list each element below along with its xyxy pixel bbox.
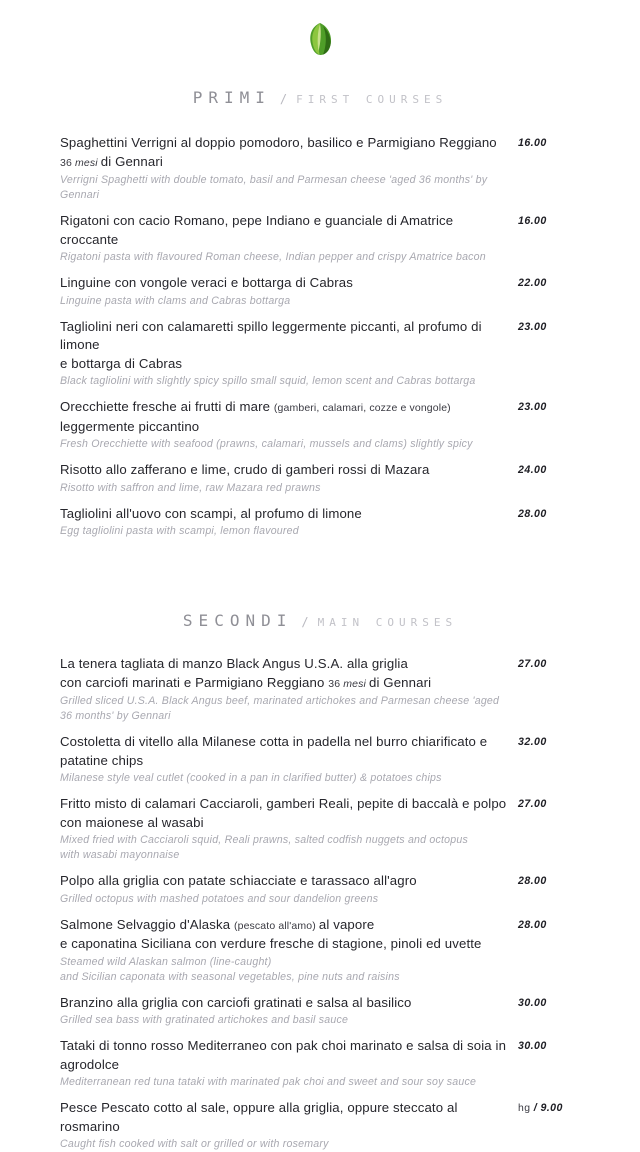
leaf-logo-icon: [307, 22, 333, 56]
menu-item-name-part: 36: [328, 677, 344, 690]
menu-item-description: Mixed fried with Cacciaroli squid, Reali prawns, salted codfish nuggets and octopus with wasabi mayonnaise: [60, 834, 469, 861]
menu-item-price: 30.00: [518, 1040, 547, 1052]
menu-item-name: [60, 505, 508, 524]
section-title-english: FIRST COURSES: [296, 93, 448, 106]
menu-item: [60, 994, 580, 1029]
menu-item-name-part: Linguine con vongole veraci e bottarga di Cabras: [60, 275, 353, 290]
menu-item-body: [60, 1099, 518, 1152]
menu-item-price: 28.00: [518, 875, 547, 887]
menu-item-name-part: e caponatina Siciliana con verdure fresche di stagione, pinoli ed uvette: [60, 936, 482, 951]
menu-item-name-part: Costoletta di vitello alla Milanese cotta in padella nel burro chiarificato e patatine chips: [60, 734, 488, 768]
menu-item: [60, 1037, 580, 1090]
menu-item: [60, 505, 580, 540]
menu-item-name-part: Tagliolini all'uovo con scampi, al profumo di limone: [60, 505, 362, 521]
menu-item-name-part: mesi: [75, 156, 101, 169]
menu-item: [60, 795, 580, 863]
menu-item-name-part: Polpo alla griglia con patate schiacciate e tarassaco all'agro: [60, 873, 417, 888]
menu-item: [60, 655, 580, 724]
price-separator: /: [533, 1102, 541, 1114]
menu-item-body: [60, 134, 518, 203]
menu-item-name-part: La tenera tagliata di manzo Black Angus U.S.A. alla griglia: [60, 656, 408, 671]
menu-item-price: 16.00: [518, 215, 547, 227]
menu-item-name: [60, 274, 508, 293]
menu-item-name-part: mesi: [343, 677, 369, 690]
menu-item-body: [60, 1037, 518, 1090]
menu-item-body: [60, 505, 518, 540]
menu-item: [60, 1099, 580, 1152]
menu-item-name-part: con carciofi marinati e Parmigiano Reggiano: [60, 674, 329, 690]
menu-item-description: Mediterranean red tuna tataki with marinated pak choi and sweet and sour soy sauce: [60, 1076, 477, 1088]
menu-item-name: [60, 733, 508, 770]
menu-item-body: [60, 274, 518, 309]
menu-item: [60, 212, 580, 265]
menu-item: [60, 274, 580, 309]
menu-item-name-part: Orecchiette fresche ai frutti di mare: [60, 399, 274, 414]
menu-item-description: Fresh Orecchiette with seafood (prawns, calamari, mussels and clams) slightly spicy: [60, 438, 473, 450]
menu-item-price: 23.00: [518, 320, 547, 333]
menu-item-price: 32.00: [518, 736, 547, 748]
menu-item-description: Grilled octopus with mashed potatoes and sour dandelion greens: [60, 892, 379, 905]
menu-item-name-part: di Gennari: [368, 674, 432, 690]
menu-item-price: 23.00: [518, 401, 547, 413]
menu-item: [60, 134, 580, 203]
menu-item-name: [60, 655, 508, 693]
menu-item-name-part: al vapore: [318, 916, 375, 932]
menu-item-name-part: Tataki di tonno rosso Mediterraneo con pak choi marinato e salsa di soia in agrodolce: [60, 1038, 507, 1072]
menu-item-description: Rigatoni pasta with flavoured Roman cheese, Indian pepper and crispy Amatrice bacon: [60, 251, 486, 263]
menu-item-body: [60, 916, 518, 985]
menu-item-name-part: leggermente piccantino: [60, 418, 200, 434]
menu-item-name-part: con maionese al wasabi: [60, 814, 204, 830]
menu-item-body: [60, 872, 518, 907]
section-title-separator: /: [301, 615, 309, 629]
menu-item-name-part: Branzino alla griglia con carciofi gratinati e salsa al basilico: [60, 994, 412, 1010]
menu-item-description: Black tagliolini with slightly spicy spillo small squid, lemon scent and Cabras bottarga: [60, 375, 476, 387]
menu-item-name: [60, 134, 508, 172]
menu-item-name-part: (gamberi, calamari, cozze e vongole): [273, 402, 451, 414]
menu-item-price: hg / 9.00: [518, 1102, 563, 1114]
menu-item: [60, 461, 580, 496]
menu-item-name-part: Tagliolini neri con calamaretti spillo leggermente piccanti, al profumo di limone: [60, 318, 482, 352]
menu-item-price: 24.00: [518, 464, 547, 476]
menu-item-price: 16.00: [518, 137, 547, 149]
menu-item-body: [60, 212, 518, 265]
menu-item-body: [60, 655, 518, 724]
menu-item-body: [60, 318, 518, 390]
section-title-english: MAIN COURSES: [317, 616, 458, 629]
menu-item-body: [60, 461, 518, 496]
price-unit: hg: [518, 1103, 534, 1114]
menu-item-price: 27.00: [518, 798, 547, 810]
menu-item-name-part: di Gennari: [100, 153, 163, 169]
menu-item-name: [60, 212, 508, 249]
menu-item-price: 28.00: [518, 507, 547, 520]
menu-item: [60, 318, 580, 390]
menu-item-body: [60, 733, 518, 786]
menu-item-description: Linguine pasta with clams and Cabras bottarga: [60, 294, 291, 307]
menu-item-price: 27.00: [518, 658, 547, 670]
menu-item-name: [60, 872, 508, 891]
menu-item: [60, 872, 580, 907]
menu-item-name-part: Rigatoni con cacio Romano, pepe Indiano e guanciale di Amatrice croccante: [60, 213, 454, 247]
menu-item-price: 22.00: [518, 277, 547, 289]
menu-item-name-part: Fritto misto di calamari Cacciaroli, gamberi Reali, pepite di baccalà e polpo: [60, 796, 507, 811]
menu-item-name-part: 36: [60, 156, 75, 169]
section-heading-secondi: [60, 611, 580, 637]
menu-item-name: [60, 994, 508, 1013]
menu-item-description: Grilled sea bass with gratinated artichokes and basil sauce: [60, 1014, 349, 1026]
section-heading-primi: [60, 88, 580, 114]
menu-item-name-part: Salmone Selvaggio d'Alaska: [60, 916, 234, 932]
menu-item-description: Risotto with saffron and lime, raw Mazara red prawns: [60, 481, 321, 494]
menu-list-secondi: [60, 655, 580, 1152]
menu-item-description: Grilled sliced U.S.A. Black Angus beef, marinated artichokes and Parmesan cheese 'aged 36 months' by Gennari: [60, 695, 500, 722]
menu-item: [60, 733, 580, 786]
menu-list-primi: [60, 134, 580, 539]
section-title-italian: SECONDI: [182, 611, 293, 630]
menu-item-price: 30.00: [518, 996, 547, 1009]
menu-item: [60, 916, 580, 985]
menu-item-description: Milanese style veal cutlet (cooked in a pan in clarified butter) & potatoes chips: [60, 772, 442, 784]
menu-item-body: [60, 398, 518, 452]
menu-item: [60, 398, 580, 452]
menu-item-name: [60, 1037, 508, 1074]
menu-item-name-part: e bottarga di Cabras: [60, 355, 183, 371]
menu-item-description: Caught fish cooked with salt or grilled or with rosemary: [60, 1138, 329, 1150]
section-title-separator: /: [279, 92, 288, 106]
menu-item-description: Steamed wild Alaskan salmon (line-caught) and Sicilian caponata with seasonal vegetables, pine nuts and raisins: [60, 955, 400, 983]
menu-item-name-part: Spaghettini Verrigni al doppio pomodoro, basilico e Parmigiano Reggiano: [60, 135, 497, 150]
menu-item-description: Egg tagliolini pasta with scampi, lemon flavoured: [60, 525, 299, 537]
menu-item-name-part: Risotto allo zafferano e lime, crudo di gamberi rossi di Mazara: [60, 462, 430, 477]
menu-item-name: [60, 398, 508, 436]
menu-item-name: [60, 461, 508, 480]
menu-item-name-part: (pescato all'amo): [233, 919, 319, 932]
menu-item-name: [60, 318, 508, 374]
menu-item-name: [60, 1099, 508, 1136]
section-title-italian: PRIMI: [192, 88, 271, 107]
logo-container: [60, 0, 580, 78]
menu-item-name: [60, 916, 508, 954]
menu-item-description: Verrigni Spaghetti with double tomato, basil and Parmesan cheese 'aged 36 months' by Gennari: [60, 174, 488, 201]
menu-item-body: [60, 994, 518, 1029]
menu-item-body: [60, 795, 518, 863]
menu-item-price: 28.00: [518, 918, 547, 931]
menu-item-name: [60, 795, 508, 832]
menu-item-name-part: Pesce Pescato cotto al sale, oppure alla griglia, oppure steccato al rosmarino: [60, 1100, 458, 1134]
